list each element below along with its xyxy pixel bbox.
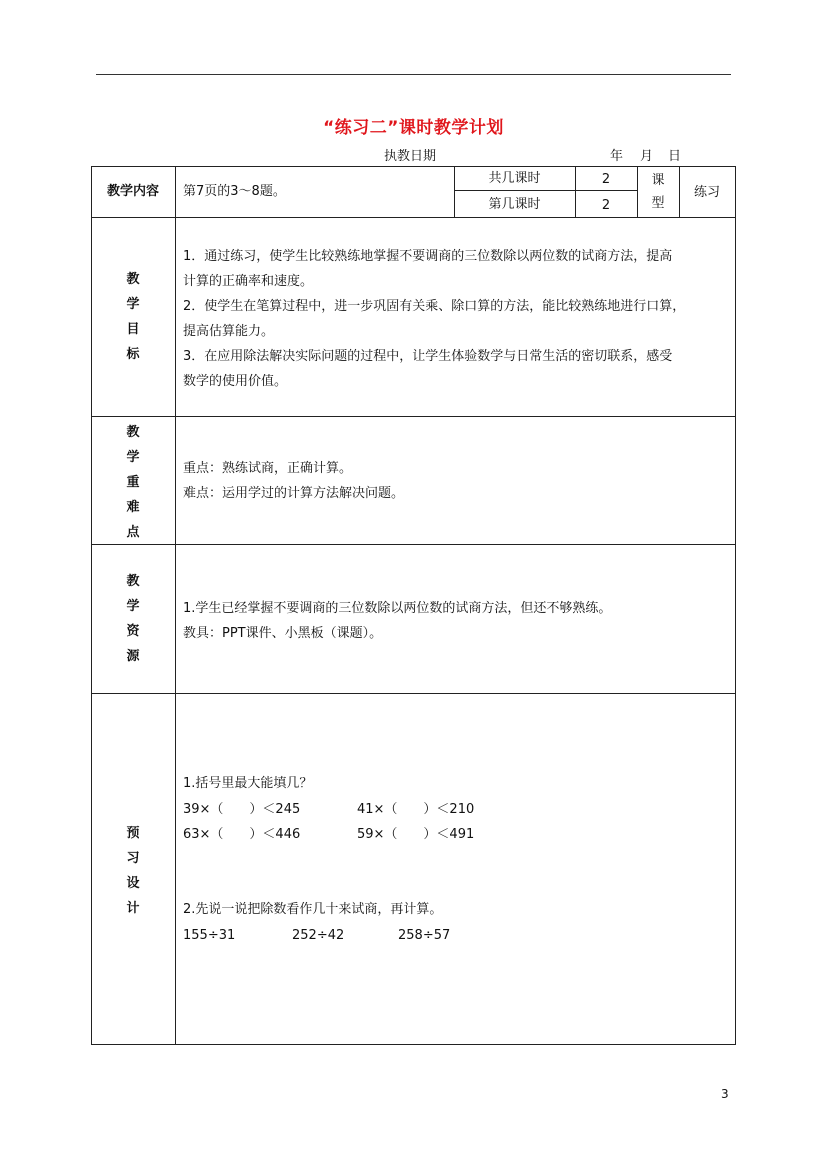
preview-label: 预 习 设 计 (126, 826, 140, 916)
content-label: 教学内容 (106, 184, 159, 199)
page-title: “练习二”课时教学计划 (323, 118, 504, 138)
date-label: 执教日期 (384, 149, 437, 164)
goals-text: 1．通过练习，使学生比较熟练地掌握不要调商的三位数除以两位数的试商方法，提高 计算的正确率和速度。 2．使学生在笔算过程中，进一步巩固有关乘、除口算的方法，能比较熟练地进行口算， 提高估算能力。 3．在应用除法解决实际问题的过程中，让学生体验数学与日常生活的密切联系，感受 数学的使用价值。 (183, 249, 686, 389)
preview-q1-row: 63×（ ）＜446 59×（ ）＜491 (183, 827, 475, 842)
page-number: 3 (721, 1087, 729, 1101)
which-hour-label: 第几课时 (488, 197, 541, 212)
type-value: 练习 (693, 185, 720, 200)
goals-label: 教 学 目 标 (126, 272, 140, 362)
type-label-1: 课 (651, 173, 665, 188)
type-label-2: 型 (651, 196, 665, 211)
resources-label: 教 学 资 源 (126, 574, 140, 664)
header-rule (96, 74, 731, 75)
date-year: 年 (610, 149, 624, 164)
preview-q2-row: 155÷31 252÷42 258÷57 (183, 928, 451, 943)
which-hour-value: 2 (601, 198, 611, 213)
key-points-label: 教 学 重 难 点 (126, 425, 140, 540)
total-hours-value: 2 (601, 172, 611, 187)
preview-q2-title: 2.先说一说把除数看作几十来试商，再计算。 (183, 902, 443, 917)
key-points-text: 重点：熟练试商，正确计算。 难点：运用学过的计算方法解决问题。 (183, 461, 405, 501)
total-hours-label: 共几课时 (488, 171, 541, 186)
lesson-plan-table (91, 166, 736, 1045)
resources-text: 1.学生已经掌握不要调商的三位数除以两位数的试商方法，但还不够熟练。 教具：PPT课件、小黑板（课题）。 (183, 601, 612, 641)
preview-q1-title: 1.括号里最大能填几？ (183, 776, 313, 791)
preview-q1-row: 39×（ ）＜245 41×（ ）＜210 (183, 802, 475, 817)
content-value: 第7页的3～8题。 (183, 184, 286, 199)
date-day: 日 (668, 149, 682, 164)
date-month: 月 (640, 149, 654, 164)
